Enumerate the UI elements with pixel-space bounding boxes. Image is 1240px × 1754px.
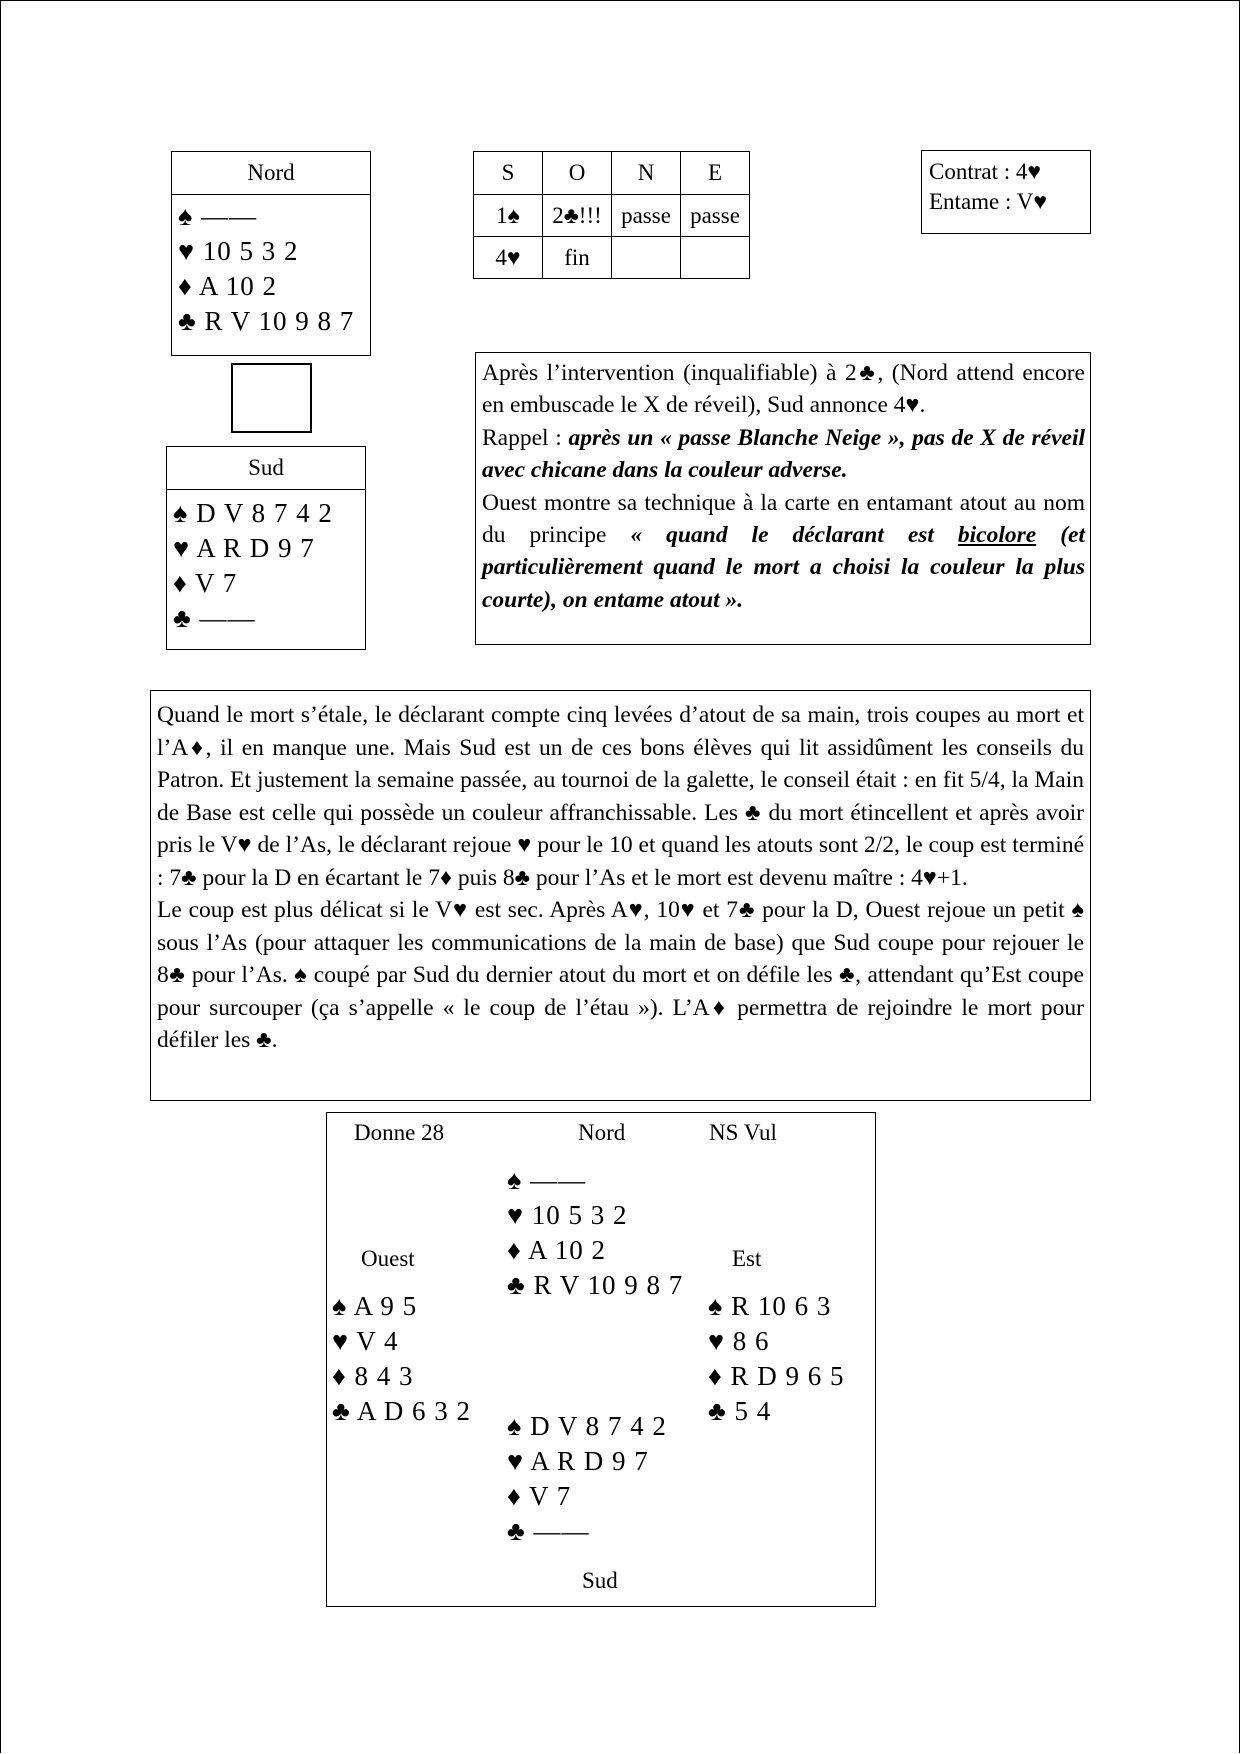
sud-spades: ♠ D V 8 7 4 2 bbox=[173, 498, 333, 528]
bid-cell: 1♠ bbox=[474, 195, 543, 237]
deal-nord-hand bbox=[507, 1163, 683, 1303]
deal-est-clubs: ♣ 5 4 bbox=[708, 1396, 772, 1426]
comment1-paragraph-3 bbox=[482, 487, 1085, 617]
comment2-paragraph-1: Quand le mort s’étale, le déclarant compte cinq levées d’atout de sa main, trois coupes au mort et l’A♦, il en manque une. Mais Sud est un de ces bons élèves qui lit assidûment les conseils du Patron. Et justement la semaine passée, au tournoi de la galette, le conseil était : en fit 5/4, la Main de Base est celle qui possède un couleur affranchissable. Les ♣ du mort étincellent et après avoir pris le V♥ de l’As, le déclarant rejoue ♥ pour le 10 et quand les atouts sont 2/2, le coup est terminé : 7♣ pour la D en écartant le 7♦ puis 8♣ pour l’As et le mort est devenu maître : 4♥+1. bbox=[157, 702, 1084, 891]
deal-sud-hand bbox=[507, 1409, 667, 1549]
deal-sud-hearts: ♥ A R D 9 7 bbox=[507, 1446, 649, 1476]
deal-ouest-label: Ouest bbox=[361, 1246, 415, 1271]
bid-cell: passe bbox=[612, 195, 681, 237]
bidding-header: E bbox=[681, 152, 750, 195]
deal-nord-label: Nord bbox=[578, 1120, 626, 1145]
principle-quote-a: « quand le déclarant est bbox=[630, 522, 958, 549]
contract-box bbox=[921, 150, 1091, 234]
principle-quote-underlined: bicolore bbox=[957, 522, 1037, 549]
deal-sud-label: Sud bbox=[582, 1568, 618, 1593]
deal-est-spades: ♠ R 10 6 3 bbox=[708, 1291, 832, 1321]
sud-clubs: ♣ —— bbox=[173, 603, 256, 633]
deal-est-hearts: ♥ 8 6 bbox=[708, 1326, 770, 1356]
bid-cell: passe bbox=[681, 195, 750, 237]
nord-hand-box bbox=[171, 151, 371, 356]
comment1-paragraph-1: Après l’intervention (inqualifiable) à 2♣, (Nord attend encore en embuscade le X de réveil), Sud annonce 4♥. bbox=[482, 360, 1085, 419]
nord-hand-title: Nord bbox=[172, 152, 370, 195]
deal-nord-diamonds: ♦ A 10 2 bbox=[507, 1235, 607, 1265]
nord-hearts: ♥ 10 5 3 2 bbox=[178, 236, 299, 266]
sud-hand-box bbox=[166, 446, 366, 650]
deal-ouest-hand bbox=[332, 1289, 471, 1429]
principle-quote-b: (et particulièrement quand le mort a choisi la couleur la plus courte), on entame atout ». bbox=[482, 522, 1085, 613]
lead-text: Entame : V♥ bbox=[929, 189, 1047, 214]
deal-ouest-spades: ♠ A 9 5 bbox=[332, 1291, 418, 1321]
bid-cell bbox=[681, 237, 750, 279]
bidding-row bbox=[474, 237, 750, 279]
sud-hand-title: Sud bbox=[167, 447, 365, 490]
deal-ouest-clubs: ♣ A D 6 3 2 bbox=[332, 1396, 471, 1426]
bidding-header: O bbox=[543, 152, 612, 195]
bidding-header: N bbox=[612, 152, 681, 195]
bidding-header-row bbox=[474, 152, 750, 195]
deal-vulnerability: NS Vul bbox=[709, 1120, 777, 1145]
reminder-label: Rappel : bbox=[482, 424, 569, 451]
deal-est-label: Est bbox=[732, 1246, 762, 1271]
commentary-box-1 bbox=[475, 352, 1091, 645]
bid-cell: fin bbox=[543, 237, 612, 279]
bid-cell bbox=[612, 237, 681, 279]
deal-sud-spades: ♠ D V 8 7 4 2 bbox=[507, 1411, 667, 1441]
contract-text: Contrat : 4♥ bbox=[929, 159, 1042, 184]
bidding-row bbox=[474, 195, 750, 237]
bidding-table bbox=[473, 151, 750, 279]
deal-est-diamonds: ♦ R D 9 6 5 bbox=[708, 1361, 845, 1391]
comment1-p3-text: Ouest montre sa technique à la carte en entamant atout au nom du principe bbox=[482, 489, 1085, 549]
sud-diamonds: ♦ V 7 bbox=[173, 568, 238, 598]
table-square bbox=[231, 363, 312, 433]
bid-cell: 2♣!!! bbox=[543, 195, 612, 237]
deal-diagram bbox=[326, 1112, 876, 1607]
bid-cell: 4♥ bbox=[474, 237, 543, 279]
commentary-box-2 bbox=[150, 690, 1091, 1101]
nord-spades: ♠ —— bbox=[178, 201, 258, 231]
deal-sud-clubs: ♣ —— bbox=[507, 1516, 590, 1546]
deal-sud-diamonds: ♦ V 7 bbox=[507, 1481, 572, 1511]
sud-hearts: ♥ A R D 9 7 bbox=[173, 533, 315, 563]
bidding-header: S bbox=[474, 152, 543, 195]
deal-nord-hearts: ♥ 10 5 3 2 bbox=[507, 1200, 628, 1230]
deal-ouest-hearts: ♥ V 4 bbox=[332, 1326, 399, 1356]
nord-diamonds: ♦ A 10 2 bbox=[178, 271, 278, 301]
comment2-paragraph-2: Le coup est plus délicat si le V♥ est sec. Après A♥, 10♥ et 7♣ pour la D, Ouest rejoue un petit ♠ sous l’As (pour attaquer les communications de la main de base) que Sud coupe pour rejouer le 8♣ pour l’As. ♠ coupé par Sud du dernier atout du mort et on défile les ♣, attendant qu’Est coupe pour surcouper (ça s’appelle « le coup de l’étau »). L’A♦ permettra de rejoindre le mort pour défiler les ♣. bbox=[157, 897, 1084, 1053]
deal-ouest-diamonds: ♦ 8 4 3 bbox=[332, 1361, 414, 1391]
deal-nord-clubs: ♣ R V 10 9 8 7 bbox=[507, 1270, 684, 1300]
nord-clubs: ♣ R V 10 9 8 7 bbox=[178, 306, 355, 336]
deal-number: Donne 28 bbox=[354, 1120, 445, 1145]
deal-est-hand bbox=[708, 1289, 845, 1429]
comment1-paragraph-2 bbox=[482, 422, 1085, 487]
deal-nord-spades: ♠ —— bbox=[507, 1165, 587, 1195]
reminder-text: après un « passe Blanche Neige », pas de X de réveil avec chicane dans la couleur adverse. bbox=[482, 424, 1085, 484]
